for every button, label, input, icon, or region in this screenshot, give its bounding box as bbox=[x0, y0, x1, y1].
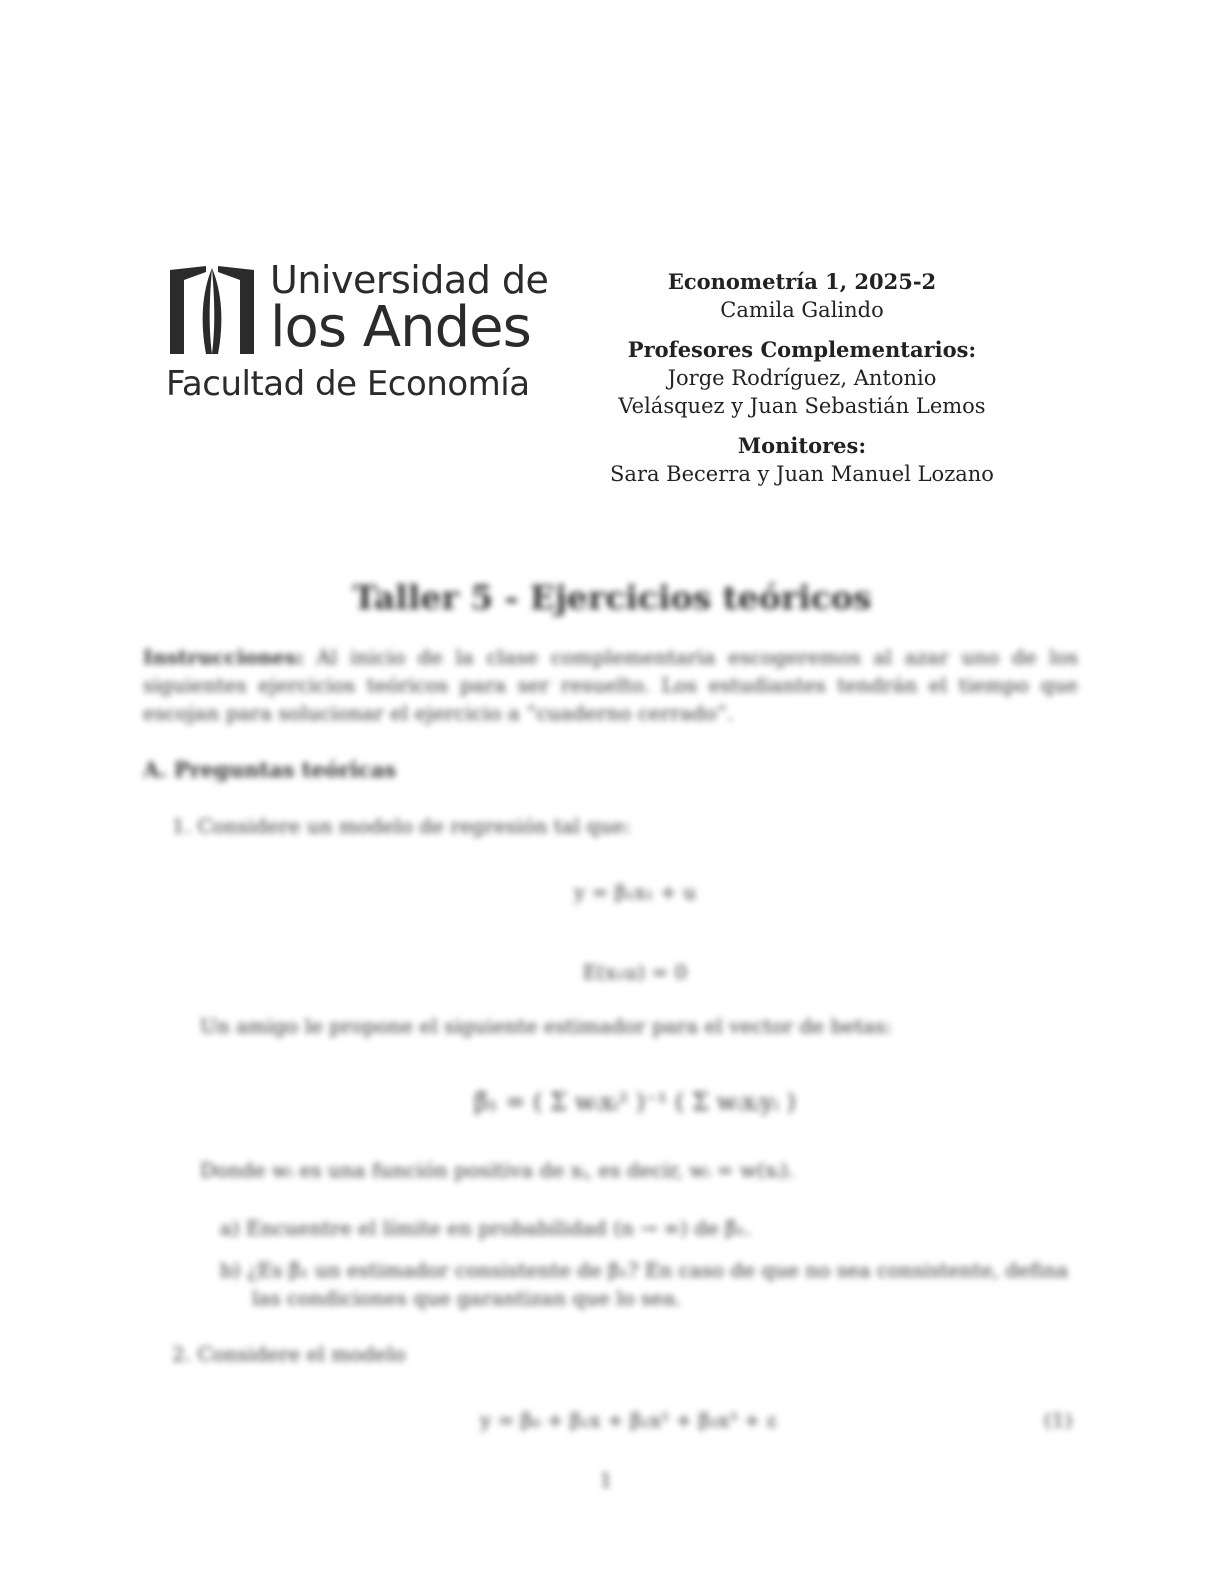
document-title: Taller 5 - Ejercicios teóricos bbox=[352, 578, 872, 617]
equation-orthogonality: E(x₁u) = 0 bbox=[582, 960, 688, 984]
question-1-part-b-line1: b) ¿Es β̃₁ un estimador consistente de β₁? En caso de que no sea consistente, defina bbox=[220, 1258, 1069, 1282]
question-1-intro: 1. Considere un modelo de regresión tal que: bbox=[172, 814, 631, 838]
page-number: 1 bbox=[599, 1468, 613, 1492]
course-header bbox=[590, 268, 1014, 488]
university-seal-icon bbox=[166, 262, 258, 362]
complementary-label: Profesores Complementarios: bbox=[627, 337, 977, 362]
complementary-professors-line1: Jorge Rodríguez, Antonio bbox=[667, 366, 937, 390]
question-2-intro: 2. Considere el modelo bbox=[172, 1342, 406, 1366]
equation-model: y = β₁x₁ + u bbox=[573, 880, 696, 904]
equation-estimator: β̃₁ = ( Σ wᵢxᵢ² )⁻¹ ( Σ wᵢxᵢyᵢ ) bbox=[474, 1088, 796, 1116]
monitors-names: Sara Becerra y Juan Manuel Lozano bbox=[610, 462, 994, 486]
logo-line-university: Universidad de bbox=[270, 258, 549, 302]
logo-line-faculty: Facultad de Economía bbox=[166, 364, 530, 404]
instructions-text: Al inicio de la clase complementaria escogeremos al azar uno de los siguientes ejercicios teóricos para ser resuelto. Los estudiantes tendrán el tiempo que escojan para solucionar el ejercicio a “cuaderno cerrado”. bbox=[143, 645, 1079, 725]
logo-line-andes: los Andes bbox=[270, 295, 531, 360]
monitors-label: Monitores: bbox=[737, 433, 867, 458]
instructions-paragraph bbox=[143, 643, 1078, 727]
course-professor: Camila Galindo bbox=[720, 298, 884, 322]
equation-polynomial: y = β₀ + β₁x + β₂x² + β₃x³ + ε bbox=[480, 1408, 778, 1432]
equation-number: (1) bbox=[1044, 1408, 1073, 1432]
section-heading: A. Preguntas teóricas bbox=[143, 757, 397, 782]
question-1-weight-text: Donde wᵢ es una función positiva de xᵢ, es decir, wᵢ = w(xᵢ). bbox=[200, 1158, 795, 1182]
university-logo bbox=[166, 258, 549, 404]
instructions-label: Instrucciones: bbox=[143, 645, 304, 669]
course-title: Econometría 1, 2025-2 bbox=[667, 269, 937, 294]
question-1-part-b-line2: las condiciones que garantizan que lo sea. bbox=[252, 1286, 682, 1310]
complementary-professors-line2: Velásquez y Juan Sebastián Lemos bbox=[618, 394, 986, 418]
question-1-estimator-text: Un amigo le propone el siguiente estimador para el vector de betas: bbox=[200, 1014, 893, 1038]
question-1-part-a: a) Encuentre el límite en probabilidad (n → ∞) de β̃₁. bbox=[220, 1216, 752, 1240]
